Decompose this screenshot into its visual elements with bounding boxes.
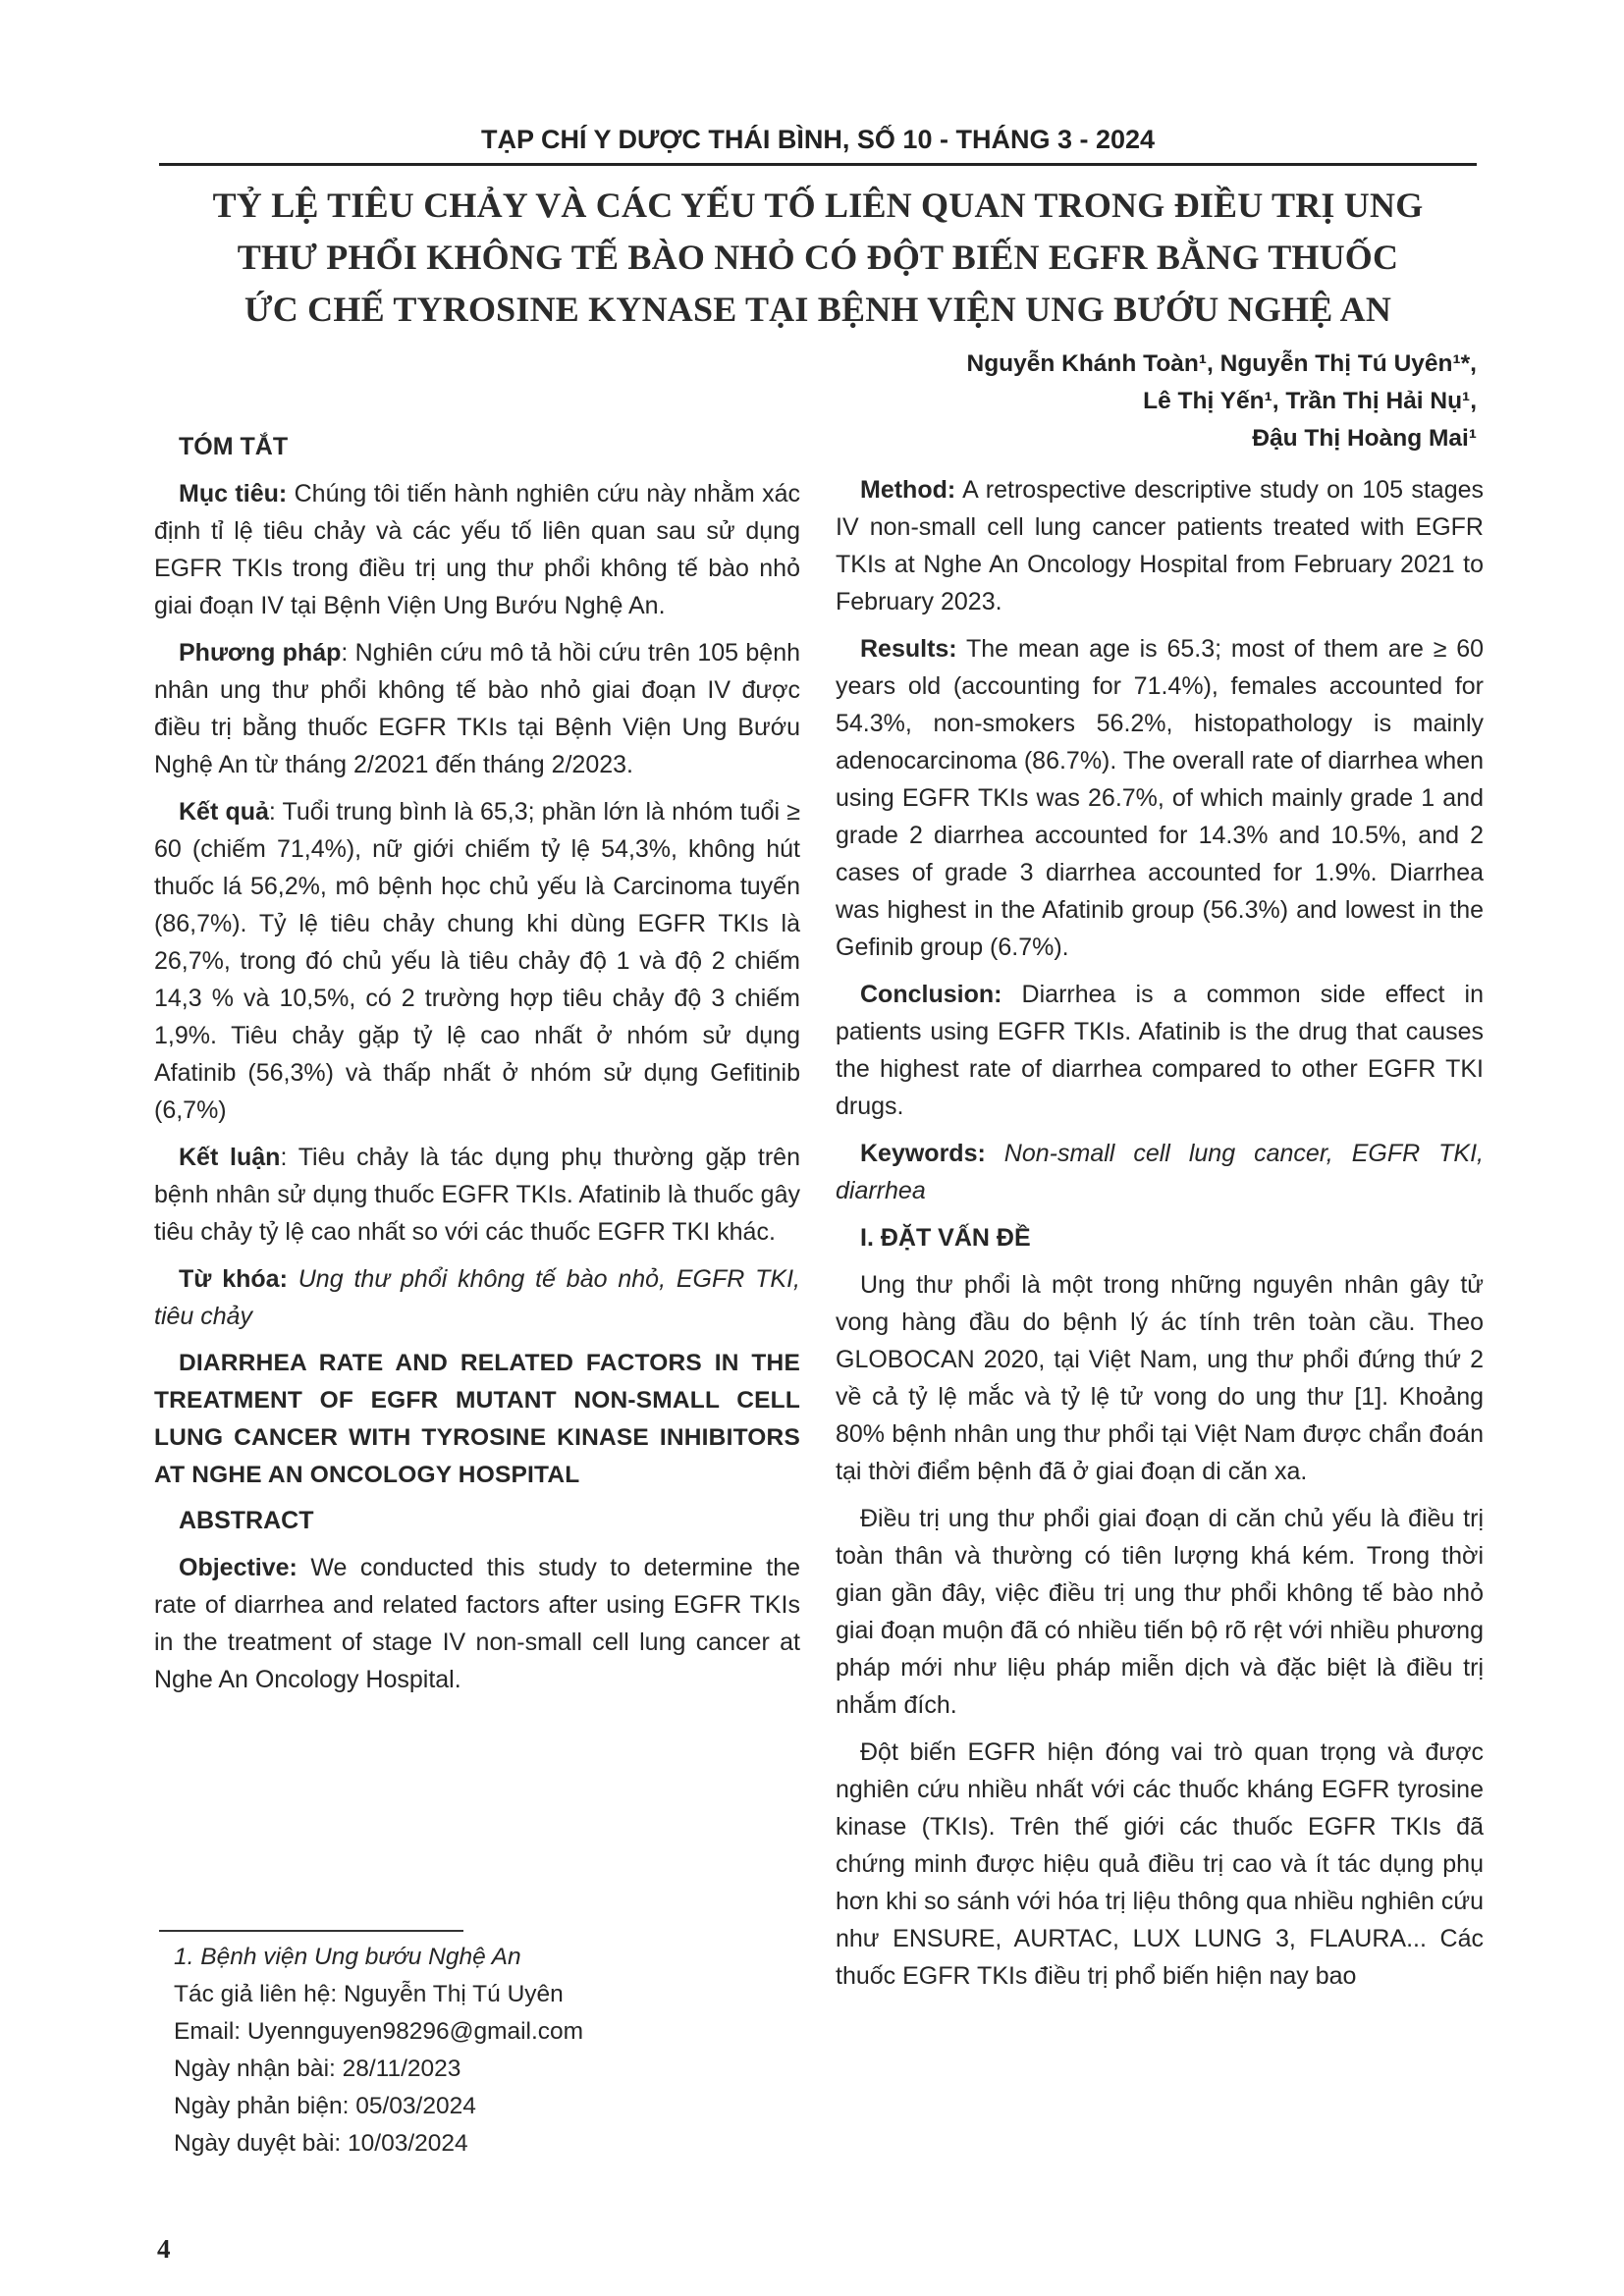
left-column — [154, 428, 800, 1708]
right-column — [836, 471, 1484, 2004]
title-line-2: THƯ PHỔI KHÔNG TẾ BÀO NHỎ CÓ ĐỘT BIẾN EGFR BẰNG THUỐC — [237, 238, 1399, 277]
footnote-contact: Tác giả liên hệ: Nguyễn Thị Tú Uyên — [174, 1981, 564, 2007]
keywords-vi-label: Từ khóa: — [179, 1265, 288, 1293]
results-en-text: The mean age is 65.3; most of them are ≥ 60 years old (accounting for 71.4%), females accounted for 54.3%, non-smokers 56.2%, histopathology is mainly adenocarcinoma (86.7%). The overall rate of diarrhea when using EGFR TKIs was 26.7%, of which mainly grade 1 and grade 2 diarrhea accounted for 14.3% and 10.5%, and 2 cases of grade 3 diarrhea accounted for 1.9%. Diarrhea was highest in the Afatinib group (56.3%) and lowest in the Gefinib group (6.7%). — [836, 635, 1484, 961]
method-vi-label: Phương pháp — [179, 639, 342, 667]
objective-en-text: We conducted this study to determine the rate of diarrhea and related factors after using EGFR TKIs in the treatment of stage IV non-small cell lung cancer at Nghe An Oncology Hospital. — [154, 1554, 800, 1693]
footnotes — [174, 1939, 792, 2163]
objective-en-label: Objective: — [179, 1554, 298, 1581]
keywords-en-text: Non-small cell lung cancer, EGFR TKI, diarrhea — [836, 1140, 1484, 1204]
authors-line-3: Đậu Thị Hoàng Mai¹ — [1252, 425, 1477, 452]
conclusion-en-text: Diarrhea is a common side effect in patients using EGFR TKIs. Afatinib is the drug that causes the highest rate of diarrhea compared to other EGFR TKI drugs. — [836, 981, 1484, 1120]
title-line-3: ỨC CHẾ TYROSINE KYNASE TẠI BỆNH VIỆN UNG BƯỚU NGHỆ AN — [244, 290, 1392, 329]
keywords-en-label: Keywords: — [860, 1140, 986, 1167]
intro-paragraph-3: Đột biến EGFR hiện đóng vai trò quan trọng và được nghiên cứu nhiều nhất với các thuốc kháng EGFR tyrosine kinase (TKIs). Trên thế giới các thuốc EGFR TKIs đã chứng minh được hiệu quả điều trị cao và ít tác dụng phụ hơn khi so sánh với hóa trị liệu thông qua nhiều nghiên cứu như ENSURE, AURTAC, LUX LUNG 3, FLAURA... Các thuốc EGFR TKIs điều trị phổ biến hiện nay bao — [836, 1738, 1484, 1990]
footnote-accepted: Ngày duyệt bài: 10/03/2024 — [174, 2130, 468, 2157]
keywords-vi-text: Ung thư phổi không tế bào nhỏ, EGFR TKI, tiêu chảy — [154, 1265, 800, 1330]
article-title — [147, 180, 1489, 336]
intro-paragraph-1: Ung thư phổi là một trong những nguyên nhân gây tử vong hàng đầu do bệnh lý ác tính trên toàn cầu. Theo GLOBOCAN 2020, tại Việt Nam, ung thư phổi đứng thứ 2 về cả tỷ lệ mắc và tỷ lệ tử vong do ung thư [1]. Khoảng 80% bệnh nhân ung thư phổi tại Việt Nam được chẩn đoán tại thời điểm bệnh đã ở giai đoạn di căn xa. — [836, 1271, 1484, 1485]
footnote-reviewed: Ngày phản biện: 05/03/2024 — [174, 2093, 476, 2119]
conclusion-en-label: Conclusion: — [860, 981, 1002, 1008]
objective-vi-paragraph — [154, 475, 800, 624]
results-en-label: Results: — [860, 635, 957, 663]
section-1-heading: I. ĐẶT VẤN ĐỀ — [860, 1224, 1031, 1252]
journal-header: TẠP CHÍ Y DƯỢC THÁI BÌNH, SỐ 10 - THÁNG 3 - 2024 — [480, 125, 1156, 154]
title-line-1: TỶ LỆ TIÊU CHẢY VÀ CÁC YẾU TỐ LIÊN QUAN TRONG ĐIỀU TRỊ UNG — [212, 186, 1424, 225]
conclusion-vi-paragraph — [154, 1139, 800, 1251]
method-en-paragraph — [836, 471, 1484, 620]
footnote-email: Email: Uyennguyen98296@gmail.com — [174, 2018, 584, 2045]
page-number: 4 — [157, 2234, 171, 2264]
abstract-heading: ABSTRACT — [179, 1507, 314, 1534]
summary-heading: TÓM TẮT — [179, 433, 289, 460]
method-en-label: Method: — [860, 476, 956, 504]
results-vi-paragraph — [154, 793, 800, 1129]
authors-line-2: Lê Thị Yến¹, Trần Thị Hải Nụ¹, — [1143, 388, 1477, 414]
authors-line-1: Nguyễn Khánh Toàn¹, Nguyễn Thị Tú Uyên¹*, — [966, 350, 1477, 377]
footnote-rule — [159, 1930, 463, 1932]
method-vi-text: : Nghiên cứu mô tả hồi cứu trên 105 bệnh nhân ung thư phổi không tế bào nhỏ giai đoạn IV được điều trị bằng thuốc EGFR TKIs tại Bệnh Viện Ung Bướu Nghệ An từ tháng 2/2021 đến tháng 2/2023. — [154, 639, 801, 778]
method-vi-paragraph — [154, 634, 800, 783]
results-vi-label: Kết quả — [179, 798, 269, 826]
conclusion-vi-label: Kết luận — [179, 1144, 281, 1171]
keywords-en-paragraph — [836, 1135, 1484, 1209]
footnote-affiliation: 1. Bệnh viện Ung bướu Nghệ An — [174, 1944, 521, 1970]
keywords-vi-paragraph — [154, 1260, 800, 1335]
conclusion-en-paragraph — [836, 976, 1484, 1125]
objective-vi-label: Mục tiêu: — [179, 480, 288, 507]
footnote-received: Ngày nhận bài: 28/11/2023 — [174, 2056, 461, 2082]
intro-paragraph-2: Điều trị ung thư phổi giai đoạn di căn chủ yếu là điều trị toàn thân và thường có tiên lượng khá kém. Trong thời gian gần đây, việc điều trị ung thư phổi không tế bào nhỏ giai đoạn muộn đã có nhiều tiến bộ rõ rệt với nhiều phương pháp mới như liệu pháp miễn dịch và đặc biệt là điều trị nhắm đích. — [836, 1505, 1484, 1719]
method-en-text: A retrospective descriptive study on 105 stages IV non-small cell lung cancer patients treated with EGFR TKIs at Nghe An Oncology Hospital from February 2021 to February 2023. — [836, 476, 1484, 615]
conclusion-vi-text: : Tiêu chảy là tác dụng phụ thường gặp trên bệnh nhân sử dụng thuốc EGFR TKIs. Afatinib là thuốc gây tiêu chảy tỷ lệ cao nhất so với các thuốc EGFR TKI khác. — [154, 1144, 800, 1246]
objective-vi-text: Chúng tôi tiến hành nghiên cứu này nhằm xác định tỉ lệ tiêu chảy và các yếu tố liên quan sau sử dụng EGFR TKIs trong điều trị ung thư phổi không tế bào nhỏ giai đoạn IV tại Bệnh Viện Ung Bướu Nghệ An. — [154, 480, 800, 619]
results-en-paragraph — [836, 630, 1484, 966]
objective-en-paragraph — [154, 1549, 800, 1698]
header-rule — [159, 163, 1477, 166]
results-vi-text: : Tuổi trung bình là 65,3; phần lớn là nhóm tuổi ≥ 60 (chiếm 71,4%), nữ giới chiếm tỷ lệ 54,3%, không hút thuốc lá 56,2%, mô bệnh học chủ yếu là Carcinoma tuyến (86,7%). Tỷ lệ tiêu chảy chung khi dùng EGFR TKIs là 26,7%, trong đó chủ yếu là tiêu chảy độ 1 và độ 2 chiếm 14,3 % và 10,5%, có 2 trường hợp tiêu chảy độ 3 chiếm 1,9%. Tiêu chảy gặp tỷ lệ cao nhất ở nhóm sử dụng Afatinib (56,3%) và thấp nhất ở nhóm sử dụng Gefitinib (6,7%) — [154, 798, 800, 1124]
english-title: DIARRHEA RATE AND RELATED FACTORS IN THE TREATMENT OF EGFR MUTANT NON-SMALL CELL LUNG CANCER WITH TYROSINE KINASE INHIBITORS AT NGHE AN ONCOLOGY HOSPITAL — [154, 1350, 800, 1488]
